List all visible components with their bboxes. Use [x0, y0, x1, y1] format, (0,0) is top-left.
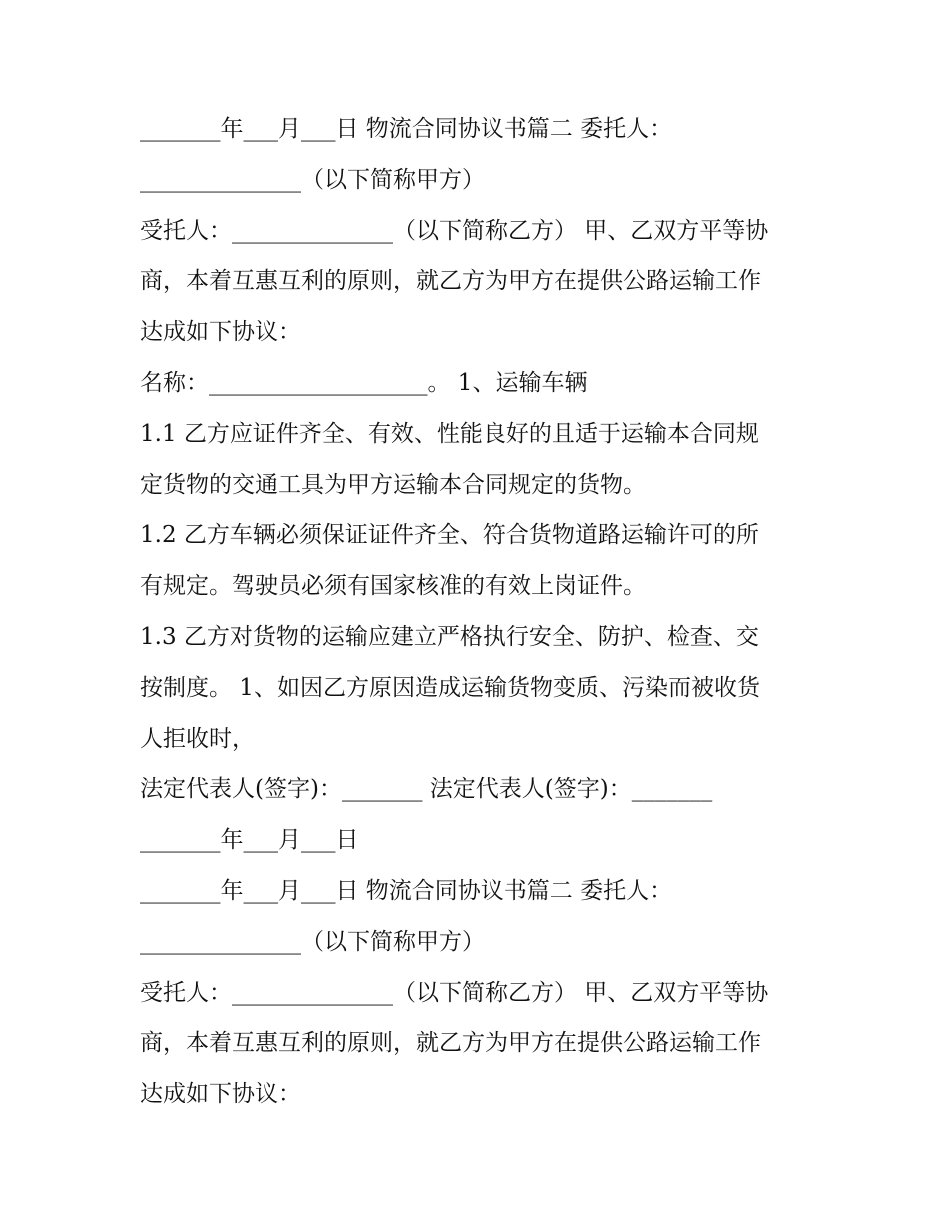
text-line-11: 1.3 乙方对货物的运输应建立严格执行安全、防护、检查、交: [140, 623, 759, 650]
text-line-10: 有规定。驾驶员必须有国家核准的有效上岗证件。: [140, 573, 646, 600]
text-line-2: ______________（以下简称甲方）: [140, 166, 485, 193]
text-line-18: 受托人：______________（以下简称乙方） 甲、乙双方平等协: [140, 979, 769, 1006]
text-line-9: 1.2 乙方车辆必须保证证件齐全、符合货物道路运输许可的所: [140, 522, 759, 549]
text-line-14: 法定代表人(签字)：_______ 法定代表人(签字)：_______: [140, 776, 713, 803]
text-line-16: _______年___月___日 物流合同协议书篇二 委托人：: [140, 877, 673, 904]
text-line-20: 达成如下协议：: [140, 1081, 301, 1108]
text-line-6: 名称：___________________。 1、运输车辆: [140, 369, 588, 396]
text-line-4: 商，本着互惠互利的原则，就乙方为甲方在提供公路运输工作: [140, 268, 761, 295]
text-line-19: 商，本着互惠互利的原则，就乙方为甲方在提供公路运输工作: [140, 1030, 761, 1057]
text-line-12: 按制度。 1、如因乙方原因造成运输货物变质、污染而被收货: [140, 674, 760, 701]
text-line-1: _______年___月___日 物流合同协议书篇二 委托人：: [140, 116, 673, 142]
text-line-15: _______年___月___日: [140, 827, 359, 854]
text-line-5: 达成如下协议：: [140, 319, 301, 346]
text-line-8: 定货物的交通工具为甲方运输本合同规定的货物。: [140, 471, 646, 498]
text-line-13: 人拒收时，: [140, 725, 255, 752]
text-line-7: 1.1 乙方应证件齐全、有效、性能良好的且适于运输本合同规: [140, 420, 759, 447]
text-line-3: 受托人：______________（以下简称乙方） 甲、乙双方平等协: [140, 217, 769, 244]
document-body: [140, 104, 812, 1120]
text-line-17: ______________（以下简称甲方）: [140, 928, 485, 955]
